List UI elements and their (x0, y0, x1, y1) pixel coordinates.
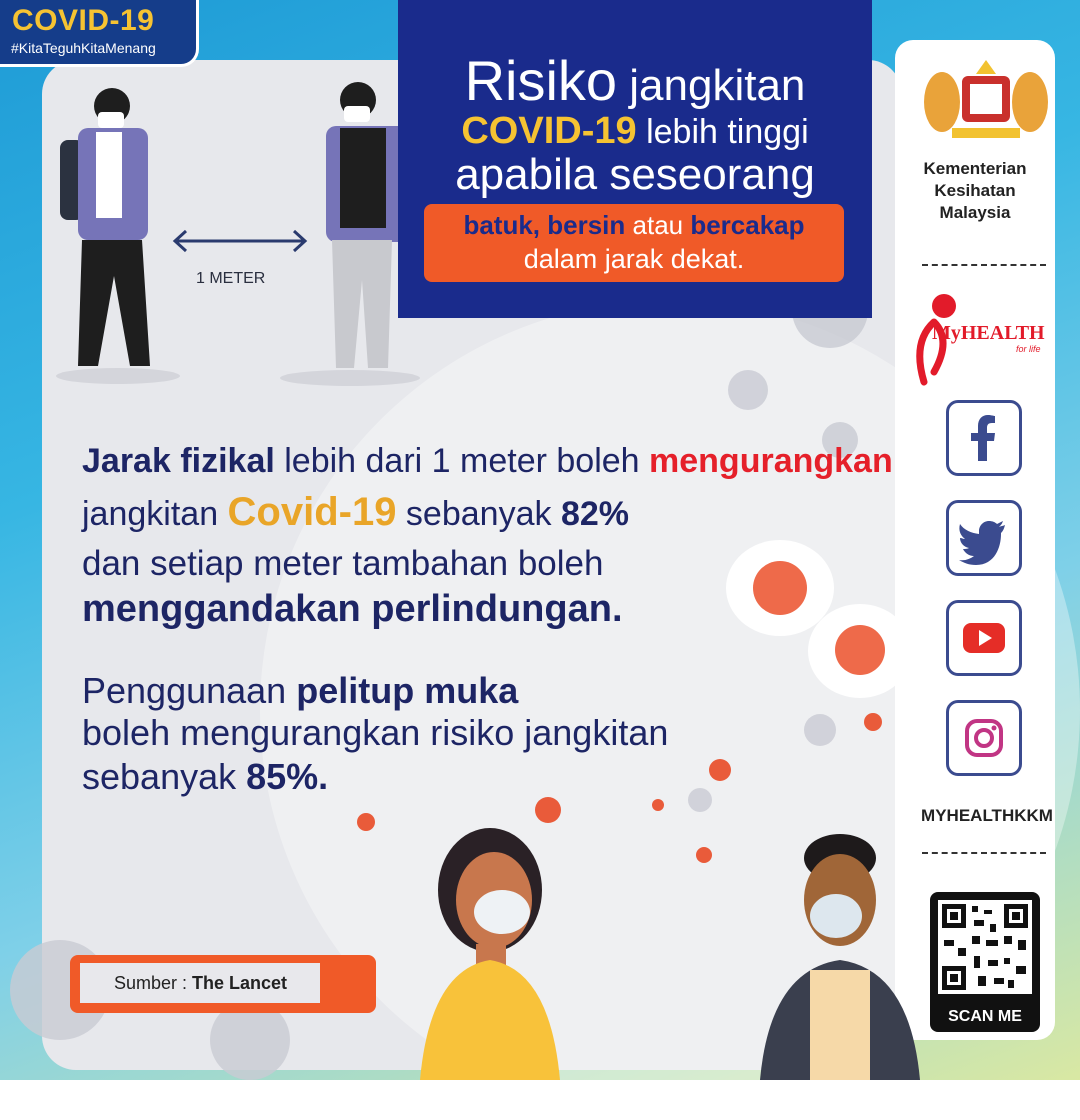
body-line-3: dan setiap meter tambahan boleh (82, 544, 604, 583)
headline-line-4: batuk, bersin atau bercakap (463, 210, 805, 240)
qr-code-icon (938, 900, 1032, 994)
covid-badge (0, 0, 199, 67)
youtube-button[interactable] (946, 600, 1022, 676)
source-text: Sumber : The Lancet (114, 973, 288, 993)
myhealth-tagline: for life (1016, 344, 1041, 354)
facebook-icon (949, 403, 1019, 473)
instagram-button[interactable] (946, 700, 1022, 776)
twitter-button[interactable] (946, 500, 1022, 576)
distance-arrow-icon (170, 226, 310, 256)
body-line-6: boleh mengurangkan risiko jangkitan (82, 712, 669, 753)
divider (922, 264, 1046, 266)
body-line-2: jangkitan Covid-19 sebanyak 82% (82, 490, 629, 534)
virus-icon (835, 625, 885, 675)
qr-pattern (938, 900, 1032, 994)
body-line-1: Jarak fizikal lebih dari 1 meter boleh mengurangkan (82, 442, 893, 480)
badge-title: COVID-19 (12, 4, 155, 37)
scan-me-label: SCAN ME (948, 1008, 1022, 1025)
facebook-button[interactable] (946, 400, 1022, 476)
ministry-name: Kementerian Kesihatan Malaysia (923, 159, 1027, 222)
people-illustration-bottom (400, 820, 960, 1080)
myhealth-brand: MyHEALTH (932, 322, 1045, 344)
headline-line-2: COVID-19 lebih tinggi (461, 110, 809, 152)
distance-label: 1 METER (196, 270, 266, 287)
headline-highlight (424, 204, 844, 282)
headline-line-3: apabila seseorang (455, 150, 815, 199)
headline-box (398, 0, 872, 318)
coat-of-arms-icon (922, 56, 1050, 144)
headline-line-5: dalam jarak dekat. (523, 244, 745, 274)
badge-hashtag: #KitaTeguhKitaMenang (11, 40, 156, 56)
body-line-7: sebanyak 85%. (82, 756, 329, 797)
body-line-4: menggandakan perlindungan. (82, 588, 623, 630)
divider (922, 852, 1046, 854)
instagram-icon (949, 703, 1019, 773)
social-handle: MYHEALTHKKM (921, 806, 1053, 825)
twitter-icon (949, 503, 1019, 573)
virus-icon (753, 561, 807, 615)
headline-line-1: Risiko jangkitan (464, 49, 806, 112)
body-line-5: Penggunaan pelitup muka (82, 670, 519, 711)
youtube-icon (949, 603, 1019, 673)
